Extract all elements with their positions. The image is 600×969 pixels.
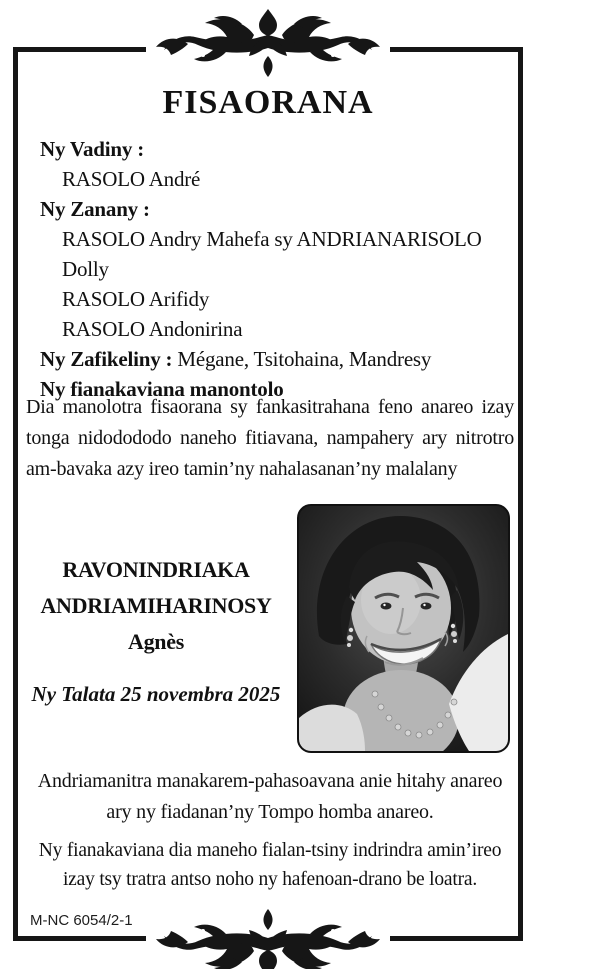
deceased-portrait-photo [297, 504, 510, 753]
family-line [40, 314, 512, 344]
blessing-paragraph: Andriamanitra manakarem-pahasoavana anie hitahy anareo ary ny fiadanan’ny Tompo homba anareo. [37, 770, 503, 823]
flourish-icon [154, 8, 382, 78]
flourish-ornament-top [146, 8, 390, 78]
deceased-name-line: ANDRIAMIHARINOSY [40, 593, 272, 618]
family-line [40, 194, 512, 224]
portrait-illustration [299, 506, 508, 751]
deceased-name-line: Agnès [128, 629, 184, 654]
family-line-label: Ny Vadiny : [40, 137, 145, 161]
family-line-label: Ny Zanany : [40, 197, 150, 221]
family-line [40, 224, 512, 284]
family-line-text: RASOLO Andonirina [62, 317, 243, 341]
tribute-paragraph: Dia manolotra fisaorana sy fankasitrahana feno anareo izay tonga nidodododo naneho fitiavana, nampahery ary nitrotro am-bavaka azy ireo tamin’ny nahalasanan’ny malalany [26, 396, 514, 480]
apology-paragraph: Ny fianakaviana dia maneho fialan-tsiny indrindra amin’ireo izay tsy tratra antso noho ny hafenoan-drano be loatra. [38, 840, 502, 890]
family-line-text: RASOLO André [62, 167, 201, 191]
family-line-label: Ny Zafikeliny : [40, 347, 173, 371]
family-line [40, 134, 512, 164]
family-line-text: Mégane, Tsitohaina, Mandresy [172, 347, 432, 371]
family-list [40, 134, 512, 404]
flourish-icon [154, 908, 382, 969]
family-line-text: RASOLO Arifidy [62, 287, 210, 311]
reference-code: M-NC 6054/2-1 [30, 912, 133, 929]
deceased-name-line: RAVONINDRIAKA [62, 557, 250, 582]
family-line [40, 164, 512, 194]
flourish-ornament-bottom [146, 908, 390, 969]
deceased-block [20, 552, 292, 707]
family-line-label: Ny fianakaviana manontolo [40, 377, 284, 401]
page-title: FISAORANA [162, 84, 374, 121]
family-line [40, 284, 512, 314]
family-line [40, 344, 512, 374]
family-line-text: RASOLO Andry Mahefa sy ANDRIANARISOLO Dolly [62, 227, 482, 281]
deceased-date: Ny Talata 25 novembra 2025 [31, 682, 281, 706]
